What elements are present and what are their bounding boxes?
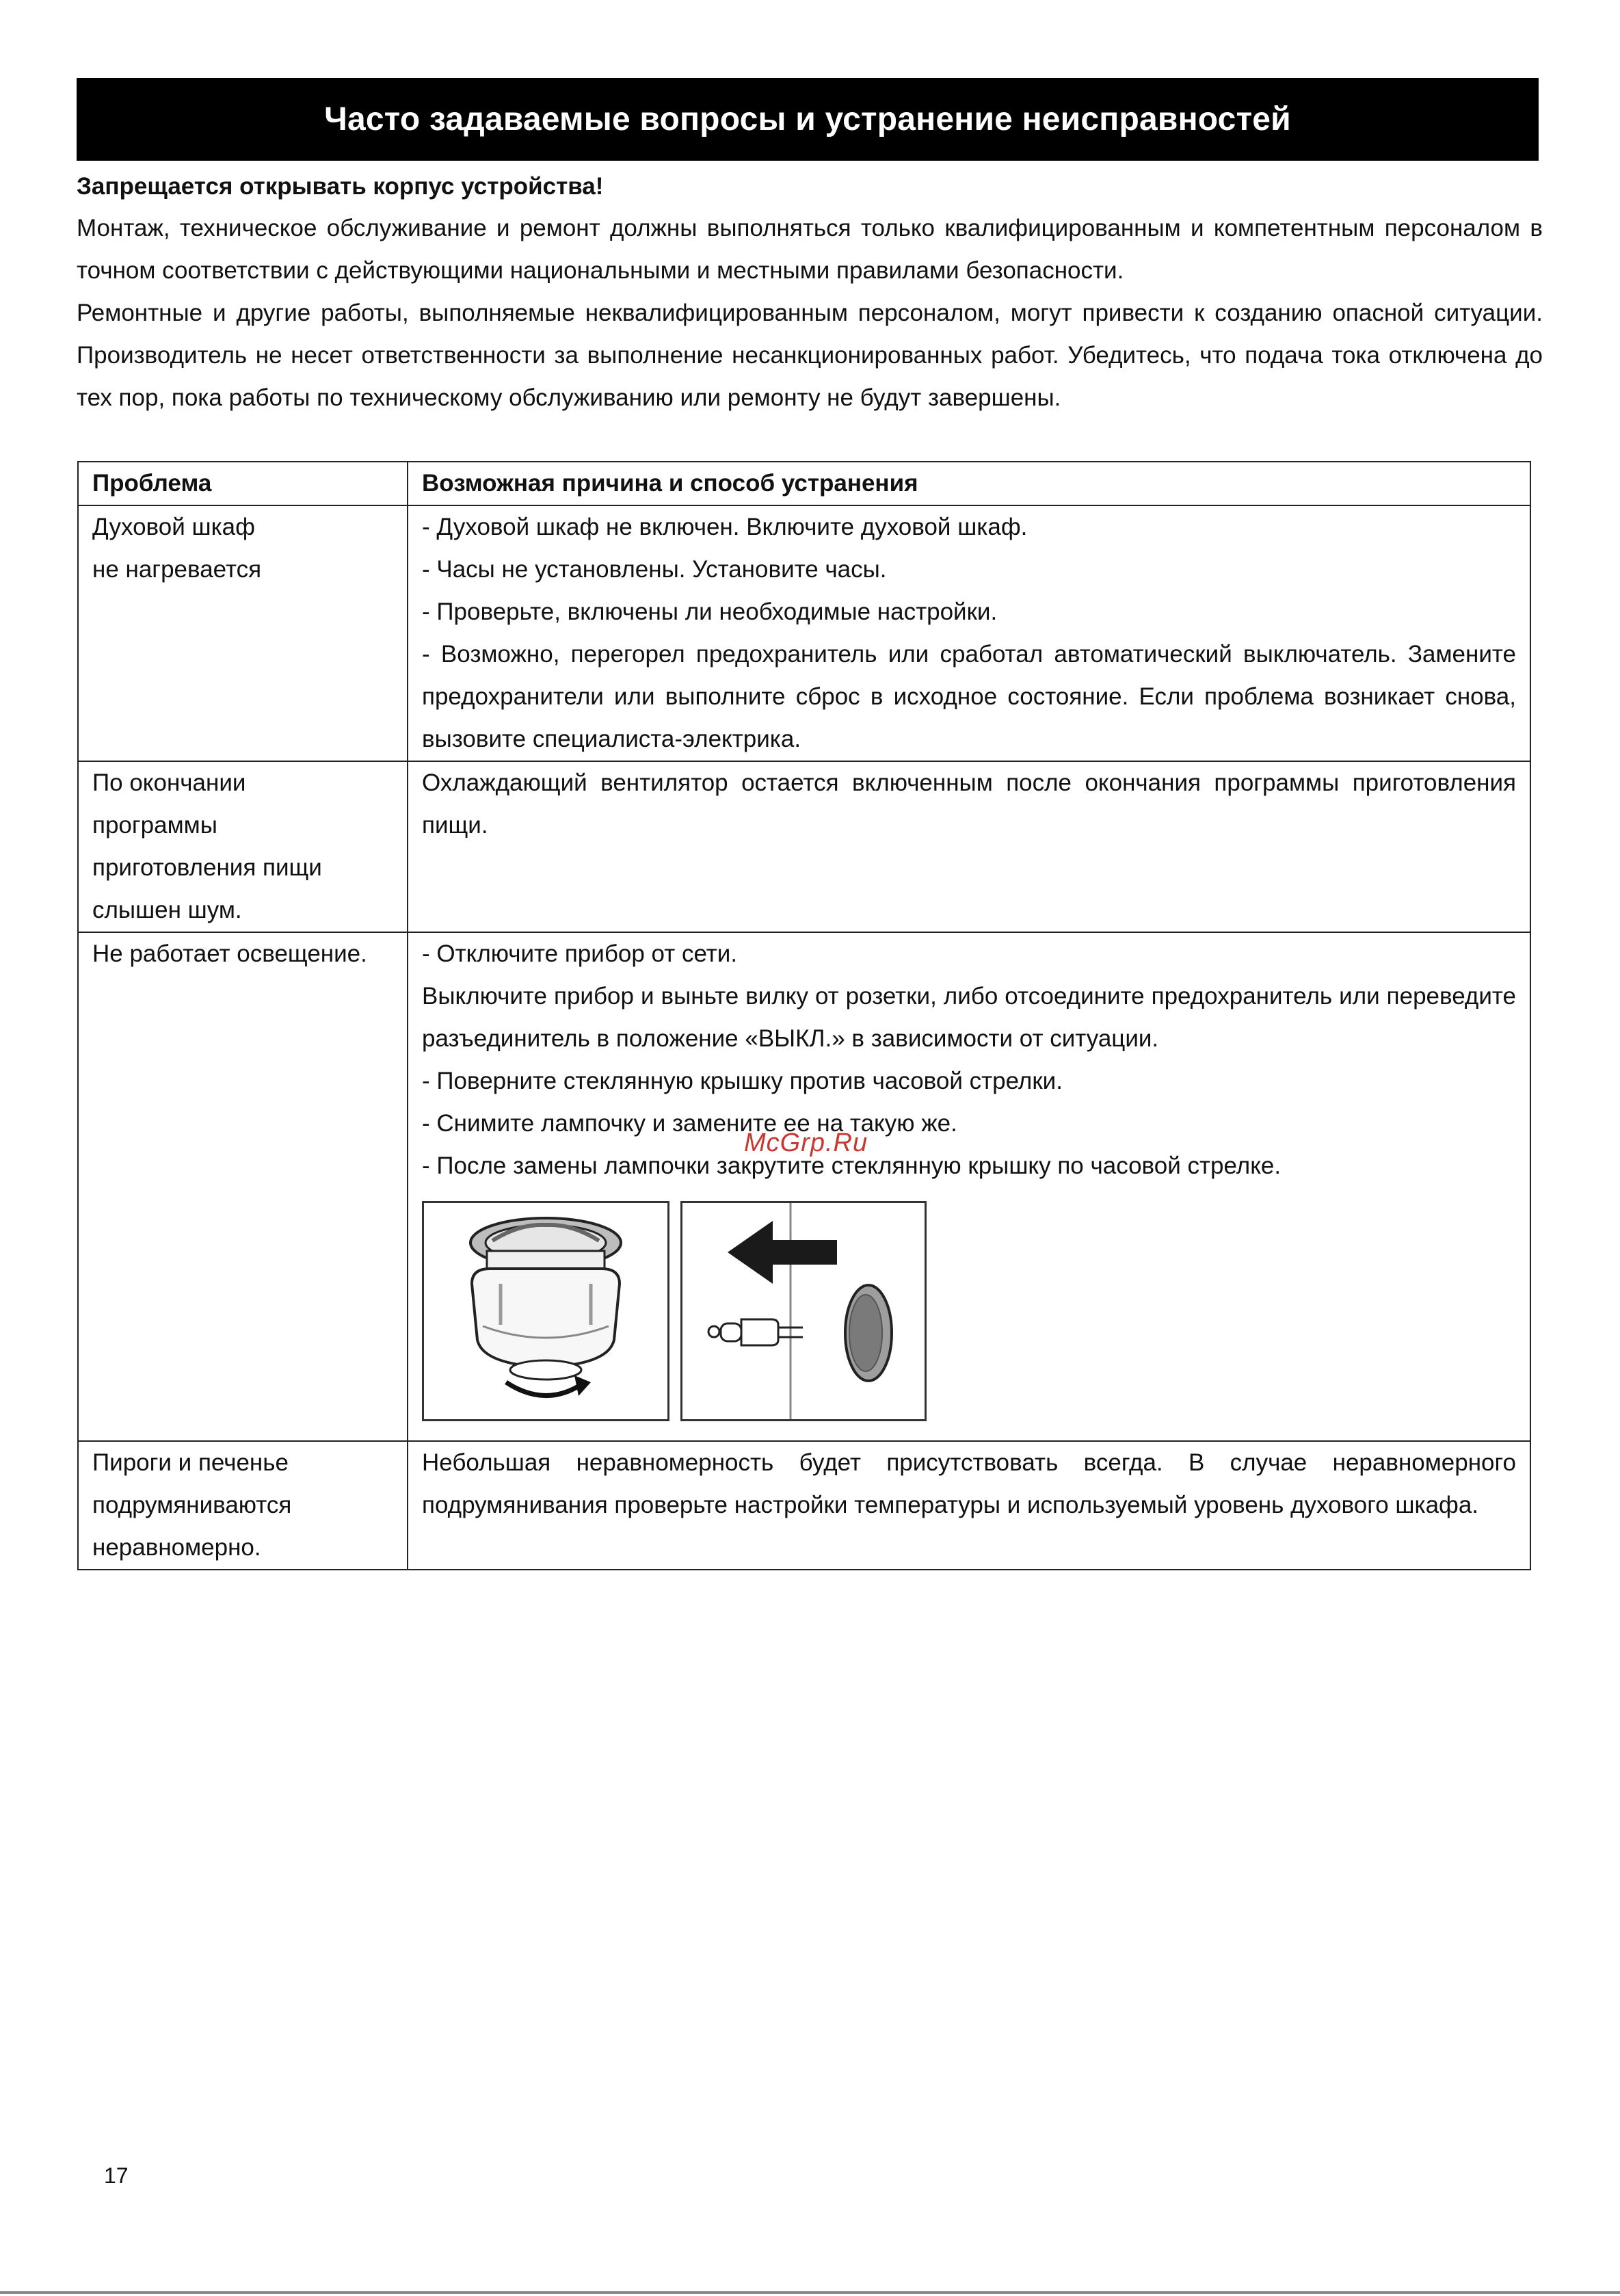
problem-cell: [78, 761, 408, 932]
header-solution: Возможная причина и способ устранения: [408, 462, 1530, 505]
table-row: [78, 761, 1530, 932]
glass-cover-illustration: [422, 1201, 669, 1421]
problem-text: Не работает освещение.: [92, 940, 367, 967]
solution-line: - После замены лампочки закрутите стеклянную крышку по часовой стрелке.: [422, 1152, 1282, 1179]
title-bar: [77, 78, 1539, 161]
solution-line: - Духовой шкаф не включен. Включите духовой шкаф.: [422, 514, 1028, 540]
table-row: [78, 932, 1530, 1441]
page-title: Часто задаваемые вопросы и устранение неисправностей: [324, 101, 1291, 137]
solution-line: - Проверьте, включены ли необходимые настройки.: [422, 598, 998, 625]
header-problem: Проблема: [78, 462, 408, 505]
solution-line: - Снимите лампочку и замените ее на такую же.: [422, 1110, 957, 1137]
solution-line: - Часы не установлены. Установите часы.: [422, 556, 887, 583]
problem-cell: [78, 932, 408, 1441]
problem-cell: [78, 1441, 408, 1570]
page-number: 17: [104, 2163, 129, 2188]
problem-text: Духовой шкаф не нагревается: [92, 514, 262, 583]
problem-cell: [78, 505, 408, 761]
table-row: [78, 505, 1530, 761]
warning-text: Запрещается открывать корпус устройства!: [77, 173, 604, 200]
solution-line: - Поверните стеклянную крышку против часовой стрелки.: [422, 1068, 1063, 1094]
solution-line: Небольшая неравномерность будет присутствовать всегда. В случае неравномерного подрумянивания проверьте настройки температуры и используемый уровень духового шкафа.: [422, 1449, 1516, 1518]
solution-line: Выключите прибор и выньте вилку от розетки, либо отсоедините предохранитель или переведите разъединитель в положение «ВЫКЛ.» в зависимости от ситуации.: [422, 983, 1516, 1052]
table-header-row: [78, 462, 1530, 505]
solution-cell: [408, 761, 1530, 932]
solution-cell: [408, 932, 1530, 1441]
solution-cell: [408, 1441, 1530, 1570]
problem-text: Пироги и печенье подрумяниваются неравномерно.: [92, 1449, 292, 1561]
watermark: McGrp.Ru: [744, 1129, 868, 1157]
intro-section: [77, 207, 1543, 419]
solution-line: Охлаждающий вентилятор остается включенным после окончания программы приготовления пищи.: [422, 769, 1516, 839]
solution-cell: [408, 505, 1530, 761]
intro-paragraph-1: Монтаж, техническое обслуживание и ремонт должны выполняться только квалифицированным и компетентным персоналом в точном соответствии с действующими национальными и местными правилами безопасности.: [77, 215, 1543, 284]
table-row: [78, 1441, 1530, 1570]
solution-line: - Возможно, перегорел предохранитель или сработал автоматический выключатель. Замените предохранители или выполните сброс в исходное состояние. Если проблема возникает снова, вызовите специалиста-электрика.: [422, 641, 1516, 752]
bottom-divider: [0, 2291, 1620, 2294]
troubleshooting-table: [77, 461, 1531, 1570]
bulb-replacement-illustration: [680, 1201, 927, 1421]
problem-text: По окончании программы приготовления пищи слышен шум.: [92, 769, 322, 923]
solution-line: - Отключите прибор от сети.: [422, 940, 738, 967]
lamp-replacement-figures: [422, 1201, 1516, 1421]
intro-paragraph-2: Ремонтные и другие работы, выполняемые неквалифицированным персоналом, могут привести к созданию опасной ситуации. Производитель не несет ответственности за выполнение несанкционированных работ. Убедитесь, что подача тока отключена до тех пор, пока работы по техническому обслуживанию или ремонту не будут завершены.: [77, 300, 1543, 411]
